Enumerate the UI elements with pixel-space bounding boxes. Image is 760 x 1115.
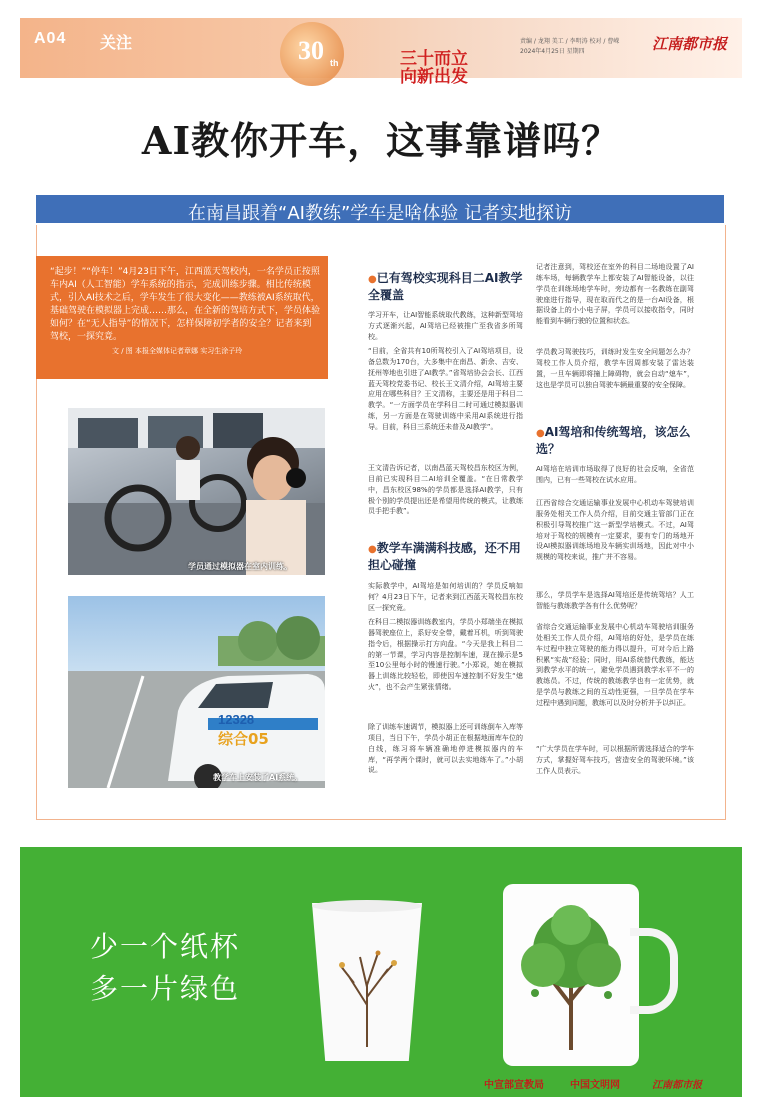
headline: AI教你开车，这事靠谱吗？ (141, 118, 621, 163)
bullet-icon: ● (536, 428, 545, 439)
section-2-heading-text: 教学车满满科技感，还不用担心碰撞 (368, 541, 521, 572)
sponsor-1: 中宣部宣教局 (484, 1080, 544, 1091)
paper-logo: 江南都市报 (652, 35, 728, 53)
section-3-para-3: 那么，学员学车是选择AI驾培还是传统驾培？人工智能与教练教学各有什么优势呢？ (536, 591, 694, 610)
section-1-para-3: 王文清告诉记者，以南昌蓝天驾校昌东校区为例，目前已实现科目二AI培训全覆盖。“在日常教学中，昌东校区98%的学员都是选择AI教学，只有极个别的学员提出还是希望用传统的模式，让教练员手把手教”。 (368, 464, 523, 516)
section-name: 关注 (100, 33, 133, 52)
ad-slogan-line-2: 多一片绿色 (90, 972, 241, 1005)
green-tree-icon (513, 905, 629, 1055)
simulator-illustration (68, 408, 325, 575)
date-line: 2024年4月25日 星期四 (520, 48, 585, 55)
bare-tree-icon (330, 935, 405, 1050)
section-2-para-4: 记者注意到，驾校还在室外的科目二场地设置了AI练车场，每辆教学车上都安装了AI智能设备，以往学员在训练场地学车时，旁边都有一名教练在副驾驶座进行指导，现在取而代之的是一台AI设备，根据设备上的小小电子屏，学员可以接收指令，同时能看到车辆行驶的位置和状态。 (536, 263, 694, 326)
simulator-photo (68, 408, 325, 575)
slogan-line-1: 三十而立 (400, 49, 468, 69)
section-1-para-1: 学习开车，让AI智能系统取代教练，这种新型驾培方式逐渐兴起，AI驾培已经被推广至我省多所驾校。 (368, 311, 523, 341)
mug-handle (630, 928, 678, 1014)
section-2-para-5: 学员教习驾驶技巧，训练时发生安全问题怎么办？驾校工作人员介绍，教学车因周都安装了雷达装置，一旦车辆即将撞上障碍物，就会自动“熄车”，这也是学员可以独自驾驶车辆最重要的安全保障。 (536, 348, 694, 389)
section-2-para-1: 实际教学中，AI驾培是如何培训的？学员反响如何？4月23日下午，记者来到江西蓝天驾校昌东校区一探究竟。 (368, 582, 523, 612)
section-3-para-4: 省综合交通运输事业发展中心机动车驾驶培训服务处相关工作人员介绍，AI驾培的好处，是学员在练车过程中独立驾驶的能力得以提升，可对今后上路积累“实战”经验；同时，用AI系统替代教练，能达到教学水平的统一，避免学员遇到教学水平不一的教练员。不过，传统的教练教学也有一定优势，就是学员与教练之间的互动性更强，一旦学员在学车过程中遇到问题，教练可以及时分析并予以纠正。 (536, 623, 694, 707)
section-2-para-2: 在科目二模拟器训练教室内，学员小郑端坐在模拟器驾驶座位上，系好安全带，戴着耳机，听到驾驶指令后，根据操示打方向盘。“今天是我上科目二的第一节课，学习内容是控制车速，现在操示是5至10公里每小时的慢速行驶。”小郑说，她在模拟器上训练比较轻松，即使因车速控制不好发生“熄火”，也不会产生紧张情绪。 (368, 618, 523, 692)
paper-cup-rim (312, 900, 422, 912)
editors-line: 责编 / 龙翔 美工 / 李明涛 校对 / 曹嵘 (520, 38, 620, 45)
section-3-para-2: 江西省综合交通运输事业发展中心机动车驾驶培训服务处相关工作人员介绍，目前交通主管部门正在积极引导驾校推广这一新型学培模式。不过，AI驾培对于驾校的规模有一定要求，要有专门的场地开设AI模拟器训练场地及车辆实训场地，因此对中小规模的驾校来说，推广并不容易。 (536, 499, 694, 562)
slogan-line-2: 向新出发 (400, 67, 468, 87)
section-1-heading-text: 已有驾校实现科目二AI教学全覆盖 (368, 271, 523, 302)
anniversary-suffix: th (330, 58, 339, 68)
section-1-para-2: “目前，全省共有10所驾校引入了AI驾培项目，设备总数为170台，大多集中在南昌、新余、吉安、抚州等地也引进了AI教学。”省驾培协会会长、江西蓝天驾校党委书记、校长王文清介绍，AI驾培主要应用在哪些科目？王文清称，主要还是用于科目二教学。“一方面学员在学科目二时可通过模拟器训练，另一方面是在驾驶训练中采用AI系统进行指导。目前，科目三系统还未普及AI教学”。 (368, 347, 523, 431)
section-3-para-1: AI驾培在培训市场取得了良好的社会反响，全省范围内，已有一些驾校在试水应用。 (536, 465, 694, 484)
lead-text: “起步！”“停车！”4月23日下午，江西蓝天驾校内，一名学员正按照车内AI（人工智能）学车系统的指示，完成训练步骤。相比传统模式，引入AI技术之后，学车发生了很大变化——教练被AI系统取代，基础驾驶在模拟器上完成……那么，在全新的驾培方式下，学员体验如何？在“无人指导”的情况下，怎样保障初学者的安全？记者来到驾校，一探究竟。 (50, 267, 321, 343)
section-2-heading (368, 540, 523, 573)
section-3-heading (536, 424, 694, 457)
bullet-icon: ● (368, 274, 377, 285)
section-3-heading-text: AI驾培和传统驾培，该怎么选？ (536, 425, 691, 456)
car-number: 12328 (218, 712, 255, 727)
sponsor-3: 江南都市报 (652, 1080, 702, 1091)
section-2-para-3: 除了训练车速调节，模拟器上还可训练倒车入库等项目，当日下午，学员小胡正在根据地面库车位的白线，练习将车辆准确地停进模拟器内的车库，“再学两个课时，就可以去实地练车了。”小胡说。 (368, 723, 523, 775)
subheadline: 在南昌跟着“AI教练”学车是啥体验 记者实地探访 (188, 203, 572, 224)
car-plate-text: 综合05 (218, 730, 269, 748)
byline: 文 / 图 本报全媒体记者章娜 实习生涂子玲 (112, 347, 243, 355)
photo2-caption: 教学车上安装了AI系统。 (213, 773, 303, 782)
photo1-caption: 学员通过模拟器在室内训练。 (188, 562, 292, 571)
page-number: A04 (34, 30, 67, 47)
car-illustration (68, 596, 325, 788)
bullet-icon: ● (368, 544, 377, 555)
sponsor-2: 中国文明网 (570, 1080, 620, 1091)
section-1-heading (368, 270, 523, 303)
ad-slogan-line-1: 少一个纸杯 (90, 930, 241, 963)
section-3-para-5: “广大学员在学车时，可以根据所需选择适合的学车方式，掌握好驾车技巧，营造安全的驾驶环境。”该工作人员表示。 (536, 745, 694, 775)
anniversary-number: 30 (298, 36, 324, 65)
teaching-car-photo (68, 596, 325, 788)
